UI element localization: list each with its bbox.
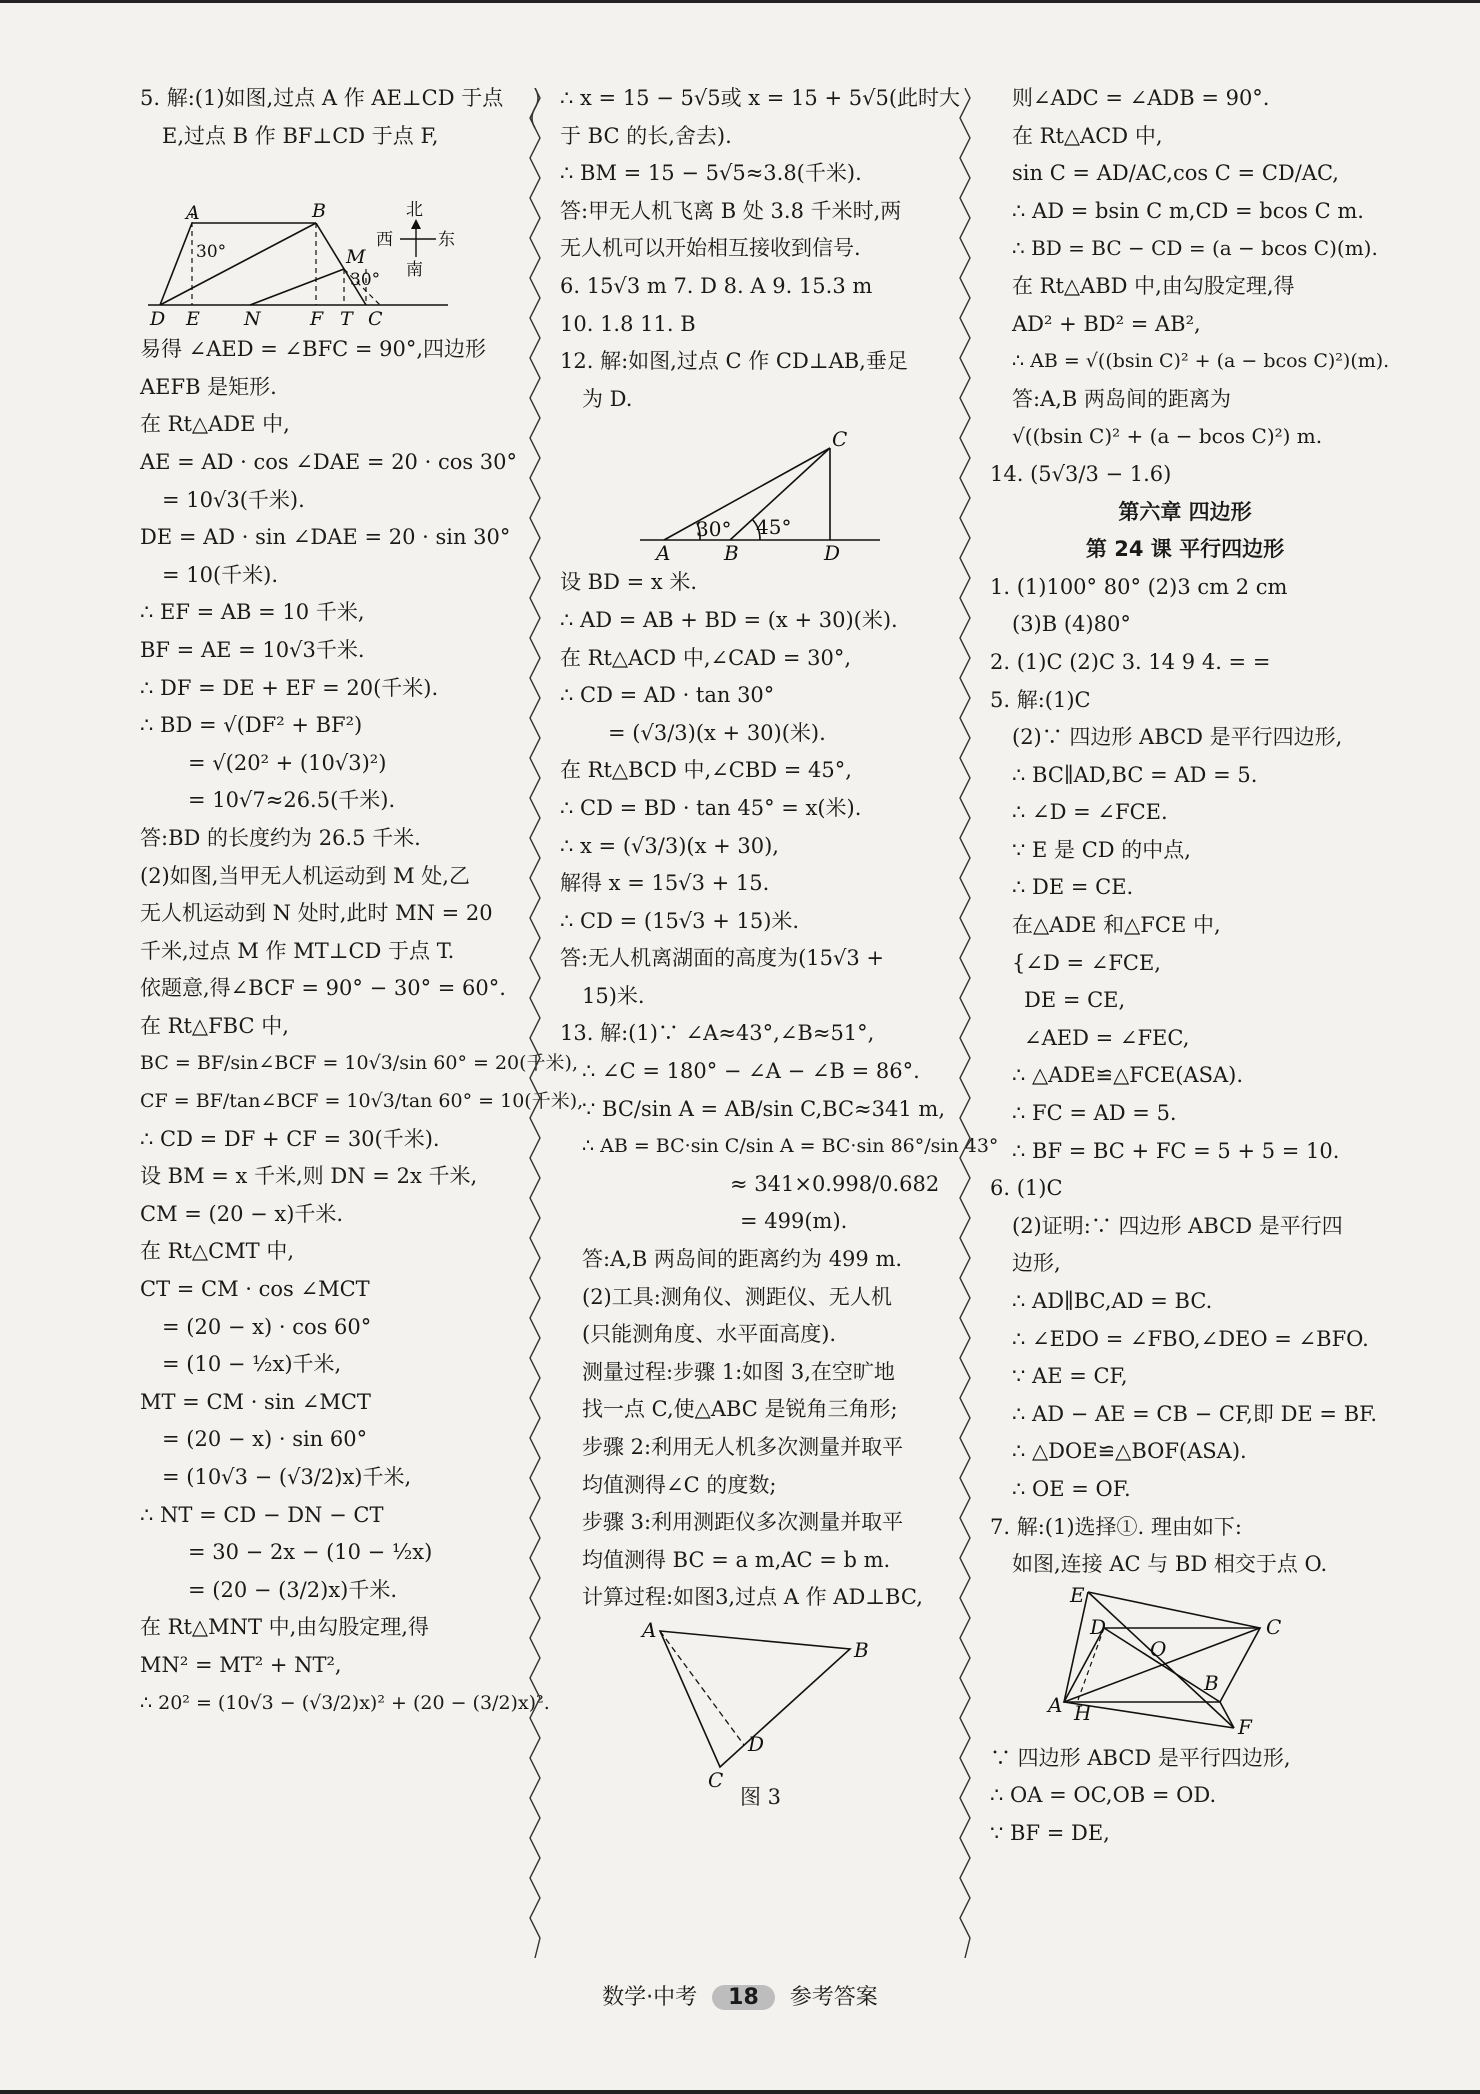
text-line: 解得 x = 15√3 + 15. <box>560 871 770 896</box>
angle-label: 45° <box>756 515 792 540</box>
top-rule <box>0 0 1480 3</box>
text-line: 在 Rt△FBC 中, <box>140 1013 289 1038</box>
figure-drones <box>140 157 520 327</box>
text-line: 均值测得 BC = a m,AC = b m. <box>582 1547 891 1572</box>
label: B <box>854 1637 869 1662</box>
label: A <box>642 1618 657 1642</box>
figure-lake-drone <box>560 420 940 560</box>
text-line: ∴ BD = √(DF² + BF²) <box>140 713 363 738</box>
label: C <box>832 427 848 452</box>
label: T <box>340 308 353 328</box>
text-line: ∴ NT = CD − DN − CT <box>140 1502 384 1527</box>
figure-caption: 图 3 <box>740 1784 782 1809</box>
compass-west: 西 <box>376 230 393 251</box>
text-line: 如图,连接 AC 与 BD 相交于点 O. <box>1012 1552 1328 1577</box>
text-line: = √(20² + (10√3)²) <box>188 750 387 775</box>
text-line: ∴ ∠D = ∠FCE. <box>1012 800 1168 825</box>
compass-east: 东 <box>438 230 455 251</box>
text-line: = 10√3(千米). <box>162 487 305 512</box>
compass-north: 北 <box>406 200 423 221</box>
text-line: 设 BD = x 米. <box>560 570 698 595</box>
text-line: AD² + BD² = AB², <box>1012 311 1201 336</box>
text-line: ∴ △ADE≌△FCE(ASA). <box>1012 1063 1244 1088</box>
text-line: DE = CE, <box>1024 988 1126 1013</box>
text-line: = 10√7≈26.5(千米). <box>188 788 396 813</box>
text-line: (2)如图,当甲无人机运动到 M 处,乙 <box>140 863 470 888</box>
text-line: ∴ AD = bsin C m,CD = bcos C m. <box>1012 198 1364 223</box>
text-line: 5. 解:(1)如图,过点 A 作 AE⊥CD 于点 <box>140 86 504 110</box>
text-line: 15)米. <box>582 983 645 1008</box>
footer-subject: 数学·中考 <box>602 1985 698 2010</box>
text-line: (3)B (4)80° <box>1012 612 1131 637</box>
text-line: {∠D = ∠FCE, <box>1012 950 1161 975</box>
text-line: DE = AD · sin ∠DAE = 20 · sin 30° <box>140 525 511 550</box>
label: E <box>186 308 200 328</box>
text-line: ∠AED = ∠FEC, <box>1024 1025 1190 1050</box>
text-line: ∴ AB = BC·sin C/sin A = BC·sin 86°/sin 43° <box>582 1135 999 1158</box>
text-line: ∴ DF = DE + EF = 20(千米). <box>140 675 439 700</box>
text-line: CF = BF/tan∠BCF = 10√3/tan 60° = 10(千米), <box>140 1090 584 1113</box>
text-line: 2. (1)C (2)C 3. 14 9 4. = = <box>990 649 1271 674</box>
column-separator <box>528 88 542 1958</box>
text-line: ∴ △DOE≌△BOF(ASA). <box>1012 1439 1247 1464</box>
text-line: ∴ OE = OF. <box>1012 1476 1131 1501</box>
footer-section: 参考答案 <box>789 1985 878 2010</box>
text-line: 6. 15√3 m 7. D 8. A 9. 15.3 m <box>560 273 873 298</box>
label: B <box>1204 1670 1219 1695</box>
text-line: 于 BC 的长,舍去). <box>560 123 732 148</box>
text-line: ∴ DE = CE. <box>1012 875 1134 900</box>
text-line: 7. 解:(1)选择①. 理由如下: <box>990 1514 1242 1539</box>
text-line: BC = BF/sin∠BCF = 10√3/sin 60° = 20(千米), <box>140 1052 579 1075</box>
text-line: (2)证明:∵ 四边形 ABCD 是平行四 <box>1012 1213 1343 1238</box>
text-line: ∴ CD = DF + CF = 30(千米). <box>140 1126 440 1151</box>
text-line: AEFB 是矩形. <box>140 374 277 399</box>
label: F <box>1238 1714 1252 1736</box>
text-line: = (10√3 − (√3/2)x)千米, <box>162 1465 412 1489</box>
page-number: 18 <box>712 1985 775 2010</box>
column-3 <box>990 80 1390 1853</box>
lesson-heading: 第 24 课 平行四边形 <box>1085 537 1285 562</box>
text-line: ∴ AB = √((bsin C)² + (a − bcos C)²)(m). <box>1012 350 1390 373</box>
text-line: ∴ OA = OC,OB = OD. <box>990 1783 1217 1808</box>
label: B <box>312 200 326 223</box>
text-line: ∴ CD = BD · tan 45° = x(米). <box>560 795 862 820</box>
text-line: 在 Rt△ACD 中,∠CAD = 30°, <box>560 645 852 670</box>
label: M <box>346 246 366 269</box>
text-line: sin C = AD/AC,cos C = CD/AC, <box>1012 161 1339 186</box>
text-line: ∵ BF = DE, <box>990 1820 1110 1845</box>
label: A <box>1048 1692 1063 1717</box>
angle-label: 30° <box>350 270 381 291</box>
text-line: 测量过程:步骤 1:如图 3,在空旷地 <box>582 1359 895 1384</box>
text-line: 答:BD 的长度约为 26.5 千米. <box>140 825 421 850</box>
text-line: ∴ x = (√3/3)(x + 30), <box>560 833 779 858</box>
text-line: 在 Rt△CMT 中, <box>140 1239 295 1264</box>
label: C <box>1266 1614 1282 1639</box>
text-line: ≈ 341×0.998/0.682 <box>730 1171 940 1196</box>
label: H <box>1074 1700 1092 1725</box>
text-line: 无人机运动到 N 处时,此时 MN = 20 <box>140 901 493 926</box>
text-line: ∴ x = 15 − 5√5或 x = 15 + 5√5(此时大 <box>560 86 961 110</box>
bottom-rule <box>0 2090 1480 2094</box>
text-line: ∴ BD = BC − CD = (a − bcos C)(m). <box>1012 236 1378 261</box>
angle-label: 30° <box>196 242 227 263</box>
text-line: 计算过程:如图3,过点 A 作 AD⊥BC, <box>582 1585 923 1610</box>
text-line: BF = AE = 10√3千米. <box>140 637 365 662</box>
text-line: 12. 解:如图,过点 C 作 CD⊥AB,垂足 <box>560 349 908 374</box>
text-line: (2)工具:测角仪、测距仪、无人机 <box>582 1284 892 1309</box>
label: B <box>724 541 739 561</box>
label: D <box>748 1731 765 1756</box>
text-line: 在 Rt△ADE 中, <box>140 412 290 437</box>
text-line: CT = CM · cos ∠MCT <box>140 1277 370 1302</box>
text-line: 答:A,B 两岛间的距离为 <box>1012 386 1232 411</box>
text-line: 答:A,B 两岛间的距离约为 499 m. <box>582 1247 903 1272</box>
text-line: = 499(m). <box>740 1209 848 1234</box>
text-line: 无人机可以开始相互接收到信号. <box>560 236 861 261</box>
text-line: AE = AD · cos ∠DAE = 20 · cos 30° <box>140 449 518 474</box>
text-line: 13. 解:(1)∵ ∠A≈43°,∠B≈51°, <box>560 1021 875 1046</box>
text-line: √((bsin C)² + (a − bcos C)²) m. <box>1012 424 1323 449</box>
text-line: 依题意,得∠BCF = 90° − 30° = 60°. <box>140 976 506 1001</box>
text-line: MN² = MT² + NT², <box>140 1652 342 1677</box>
text-line: 为 D. <box>582 386 633 411</box>
text-line: 在△ADE 和△FCE 中, <box>1012 913 1221 938</box>
text-line: 千米,过点 M 作 MT⊥CD 于点 T. <box>140 938 455 963</box>
text-line: 5. 解:(1)C <box>990 687 1091 712</box>
text-line: 14. (5√3/3 − 1.6) <box>990 461 1172 486</box>
text-line: 易得 ∠AED = ∠BFC = 90°,四边形 <box>140 337 487 362</box>
label: F <box>310 308 324 328</box>
text-line: ∴ FC = AD = 5. <box>1012 1101 1177 1126</box>
text-line: = 30 − 2x − (10 − ½x) <box>188 1540 433 1565</box>
text-line: 均值测得∠C 的度数; <box>582 1472 777 1497</box>
text-line: 10. 1.8 11. B <box>560 311 696 336</box>
text-line: ∴ AD = AB + BD = (x + 30)(米). <box>560 607 898 632</box>
label: O <box>1150 1636 1167 1661</box>
label: A <box>656 541 671 561</box>
text-line: = (10 − ½x)千米, <box>162 1352 342 1377</box>
column-2 <box>560 80 999 1817</box>
text-line: ∴ CD = AD · tan 30° <box>560 683 775 708</box>
text-line: E,过点 B 作 BF⊥CD 于点 F, <box>162 123 439 148</box>
label: A <box>186 202 200 225</box>
text-line: ∴ ∠EDO = ∠FBO,∠DEO = ∠BFO. <box>1012 1326 1369 1351</box>
text-line: ∴ AD∥BC,AD = BC. <box>1012 1289 1213 1313</box>
text-line: ∵ BC/sin A = AB/sin C,BC≈341 m, <box>582 1096 945 1121</box>
text-line: ∴ EF = AB = 10 千米, <box>140 600 365 625</box>
angle-label: 30° <box>696 517 732 542</box>
text-line: ∴ 20² = (10√3 − (√3/2)x)² + (20 − (3/2)x)². <box>140 1691 550 1714</box>
text-line: ∴ ∠C = 180° − ∠A − ∠B = 86°. <box>582 1059 920 1084</box>
label: C <box>708 1767 724 1789</box>
text-line: ∵ 四边形 ABCD 是平行四边形, <box>990 1745 1291 1770</box>
north-arrow-icon <box>411 219 421 229</box>
text-line: ∴ CD = (15√3 + 15)米. <box>560 908 800 933</box>
text-line: 答:甲无人机飞离 B 处 3.8 千米时,两 <box>560 198 902 223</box>
text-line: = 10(千米). <box>162 562 279 587</box>
text-line: = (20 − x) · cos 60° <box>162 1314 372 1339</box>
text-line: = (20 − x) · sin 60° <box>162 1427 368 1452</box>
label: C <box>368 308 383 328</box>
compass-south: 南 <box>406 260 423 281</box>
text-line: 边形, <box>1012 1251 1061 1276</box>
text-line: ∴ BM = 15 − 5√5≈3.8(千米). <box>560 161 862 186</box>
column-separator <box>958 88 972 1958</box>
text-line: CM = (20 − x)千米. <box>140 1201 344 1226</box>
text-line: ∵ E 是 CD 的中点, <box>1012 837 1191 862</box>
label: N <box>244 308 261 328</box>
column-1 <box>140 80 584 1722</box>
text-line: 步骤 2:利用无人机多次测量并取平 <box>582 1435 904 1459</box>
label: D <box>824 541 841 561</box>
text-line: ∴ AD − AE = CB − CF,即 DE = BF. <box>1012 1401 1378 1426</box>
text-line: ∴ BF = BC + FC = 5 + 5 = 10. <box>1012 1138 1340 1163</box>
text-line: 在 Rt△ABD 中,由勾股定理,得 <box>1012 273 1295 298</box>
page-footer <box>0 1980 1480 2011</box>
text-line: 6. (1)C <box>990 1176 1063 1201</box>
figure-3 <box>560 1619 940 1789</box>
text-line: = (20 − (3/2)x)千米. <box>188 1577 398 1602</box>
text-line: (只能测角度、水平面高度). <box>582 1322 837 1347</box>
label: E <box>1070 1585 1085 1607</box>
text-line: 1. (1)100° 80° (2)3 cm 2 cm <box>990 574 1288 599</box>
label: D <box>1090 1614 1107 1639</box>
text-line: 步骤 3:利用测距仪多次测量并取平 <box>582 1510 904 1535</box>
text-line: (2)∵ 四边形 ABCD 是平行四边形, <box>1012 725 1343 750</box>
text-line: = (√3/3)(x + 30)(米). <box>608 720 826 745</box>
text-line: 在 Rt△BCD 中,∠CBD = 45°, <box>560 758 852 783</box>
text-line: 在 Rt△MNT 中,由勾股定理,得 <box>140 1615 429 1640</box>
text-line: 答:无人机离湖面的高度为(15√3 + <box>560 946 885 971</box>
text-line: ∵ AE = CF, <box>1012 1364 1128 1389</box>
text-line: 找一点 C,使△ABC 是锐角三角形; <box>582 1397 898 1422</box>
label: D <box>150 308 166 328</box>
figure-parallelogram <box>990 1586 1370 1736</box>
text-line: MT = CM · sin ∠MCT <box>140 1389 371 1414</box>
text-line: 设 BM = x 千米,则 DN = 2x 千米, <box>140 1164 478 1189</box>
text-line: 在 Rt△ACD 中, <box>1012 123 1163 148</box>
text-line: ∴ BC∥AD,BC = AD = 5. <box>1012 762 1258 787</box>
text-line: 则∠ADC = ∠ADB = 90°. <box>1012 86 1270 110</box>
chapter-heading: 第六章 四边形 <box>1118 499 1252 524</box>
